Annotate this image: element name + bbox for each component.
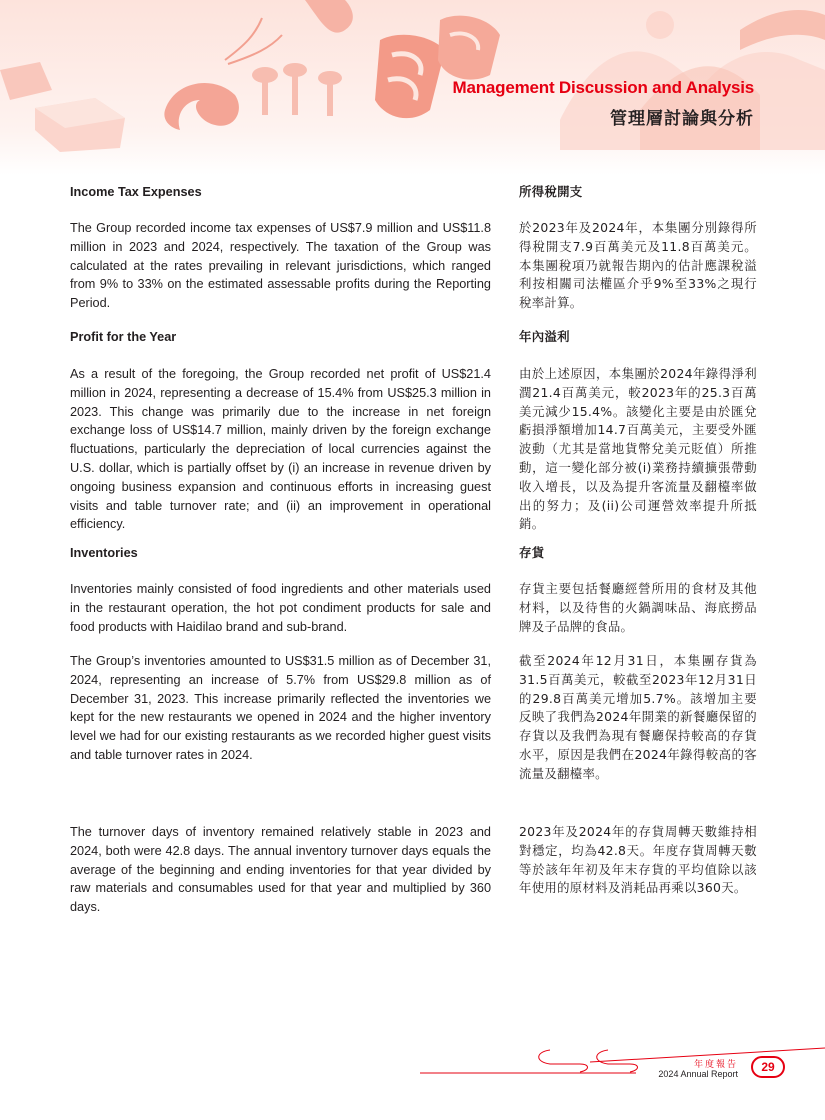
paragraph-income-tax: The Group recorded income tax expenses of US$7.9 million and US$11.8 million in 2023 and 2024, respectively. The taxation of the Group was calculated at the rates prevailing in relevant jurisdictions, which ranged from 9% to 33% on the estimated assessable profits during the Reporting Period. (70, 221, 491, 311)
page-number: 29 (751, 1056, 785, 1078)
heading-inventories-zh: 存貨 (519, 545, 545, 560)
paragraph-inventories-3: The turnover days of inventory remained relatively stable in 2023 and 2024, both were 42.8 days. The annual inventory turnover days equals the average of the beginning and ending inventories for that year divided by raw materials and consumables used for that year and multiplied by 360 days. (70, 825, 491, 915)
paragraph-income-tax-zh: 於2023年及2024年，本集團分別錄得所得稅開支7.9百萬美元及11.8百萬美元。本集團稅項乃就報告期內的估計應課稅溢利按相關司法權區介乎9%至33%之現行稅率計算。 (519, 220, 757, 311)
paragraph-inventories-1-zh: 存貨主要包括餐廳經營所用的食材及其他材料，以及待售的火鍋調味品、海底撈品牌及子品牌的食品。 (519, 581, 757, 634)
paragraph-inventories-2-zh: 截至2024年12月31日，本集團存貨為31.5百萬美元，較截至2023年12月31日的29.8百萬美元增加5.7%。該增加主要反映了我們為2024年開業的新餐廳保留的存貨以及我們為現有餐廳保持較高的存貨水平，原因是我們在2024年錄得較高的客流量及翻檯率。 (519, 653, 757, 781)
heading-income-tax-zh: 所得稅開支 (519, 184, 583, 199)
heading-profit-zh: 年內溢利 (519, 329, 570, 344)
heading-inventories: Inventories (70, 546, 138, 560)
footer-report-label-zh: 年度報告 (693, 1060, 738, 1070)
paragraph-profit: As a result of the foregoing, the Group recorded net profit of US$21.4 million in 2024, representing a decrease of 15.4% from US$25.3 million in 2023. This change was primarily due to the increase in net foreign exchange loss of US$14.7 million, mainly driven by the foreign exchange fluctuations, particularly the depreciation of local currencies against the U.S. dollar, which is partially offset by (i) an increase in revenue driven by ongoing business expansion and continuous efforts in increasing guest visits and table turnover rate; and (ii) an improvement in operational efficiency. (70, 367, 491, 532)
paragraph-inventories-2: The Group’s inventories amounted to US$31.5 million as of December 31, 2024, representing an increase of 5.7% from US$29.8 million as of December 31, 2023. This increase primarily reflected the inventories we kept for the new restaurants we opened in 2024 and the higher inventory level we had for our existing restaurants as we recorded higher guest visits and table turnover rates in 2024. (70, 654, 491, 762)
paragraph-profit-zh: 由於上述原因，本集團於2024年錄得淨利潤21.4百萬美元，較2023年的25.3百萬美元減少15.4%。該變化主要是由於匯兌虧損淨額增加14.7百萬美元，主要受外匯波動（尤其是當地貨幣兌美元貶值）所推動，這一變化部分被(i)業務持續擴張帶動收入增長，以及為提升客流量及翻檯率做出的努力；及(ii)公司運營效率提升所抵銷。 (519, 366, 757, 532)
heading-profit: Profit for the Year (70, 330, 177, 344)
page-header (453, 78, 755, 129)
paragraph-inventories-1: Inventories mainly consisted of food ingredients and other materials used in the restaurant operation, the hot pot condiment products for sale and food products with Haidilao brand and sub-brand. (70, 582, 491, 634)
section-title-en: Management Discussion and Analysis (452, 78, 754, 97)
footer-report-label-en: 2024 Annual Report (658, 1069, 738, 1079)
paragraph-inventories-3-zh: 2023年及2024年的存貨周轉天數維持相對穩定，均為42.8天。年度存貨周轉天數等於該年年初及年末存貨的平均值除以該年使用的原材料及消耗品再乘以360天。 (519, 824, 757, 896)
section-title-zh: 管理層討論與分析 (610, 109, 754, 129)
heading-income-tax: Income Tax Expenses (70, 185, 202, 199)
